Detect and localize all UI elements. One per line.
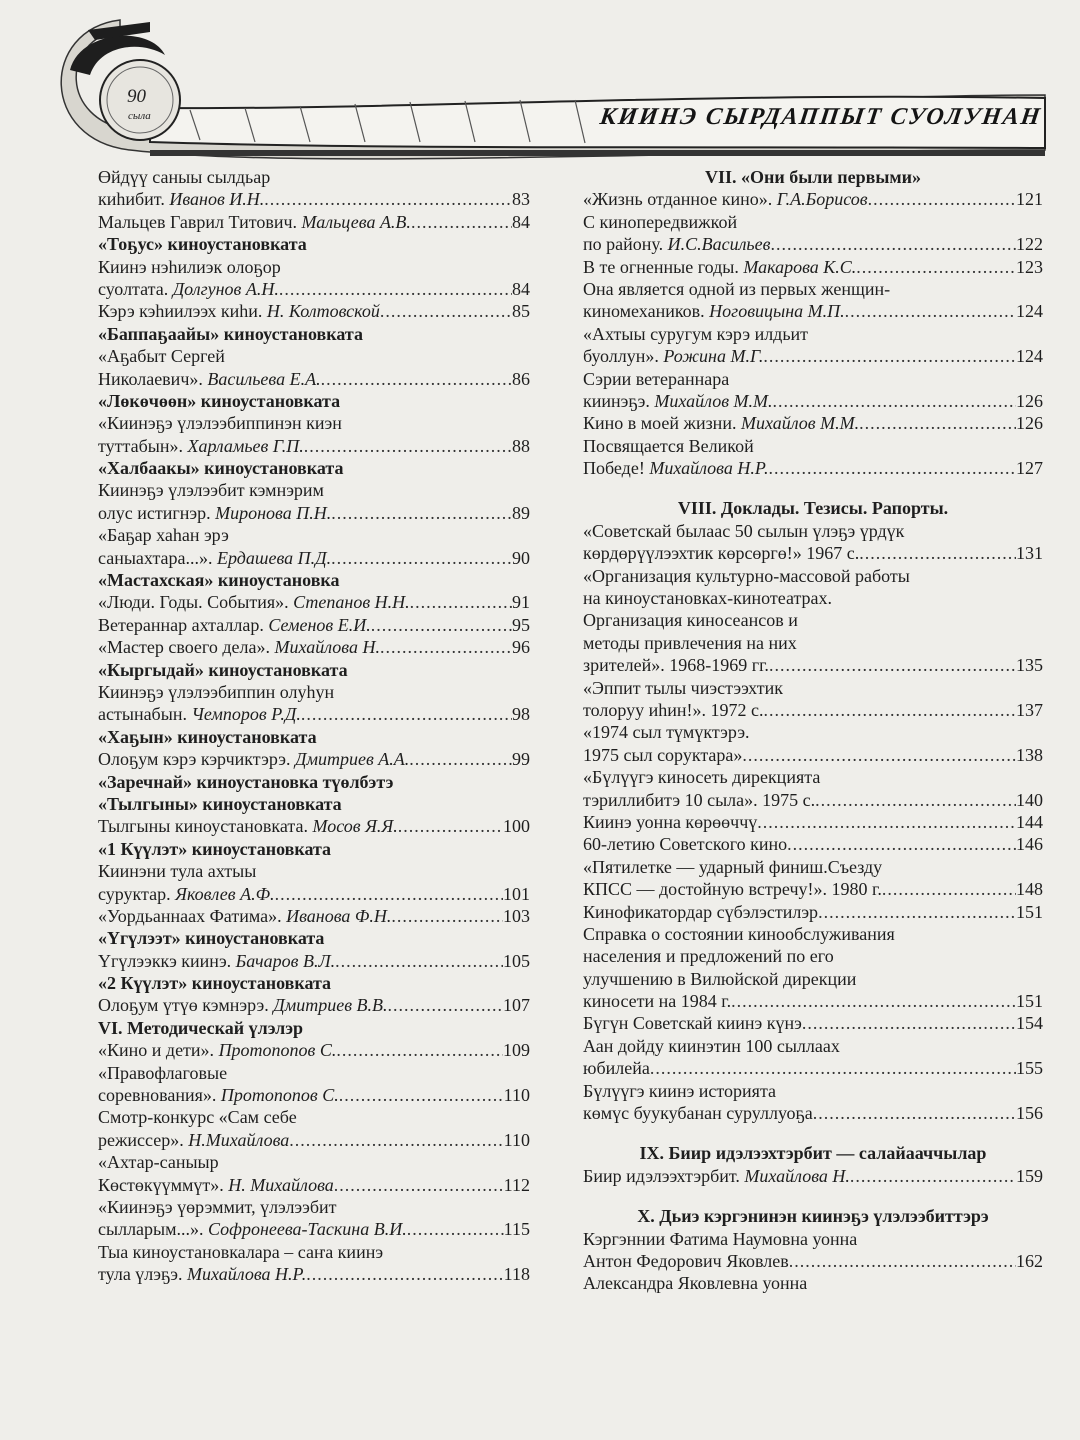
dot-leader bbox=[321, 368, 512, 390]
toc-entry bbox=[583, 878, 1043, 900]
toc-entry-author: Дмитриев А.А. bbox=[295, 749, 410, 770]
toc-entry-page: 123 bbox=[1016, 256, 1043, 277]
toc-entry-title: «Уордьаннаах Фатима». Иванова Ф.Н. bbox=[98, 905, 392, 926]
toc-entry-author: Иванова Ф.Н. bbox=[286, 905, 392, 926]
toc-entry-page: 162 bbox=[1016, 1250, 1043, 1271]
toc-entry-title: көрдөрүүлээхтик көрсөргө!» 1967 с. bbox=[583, 543, 860, 564]
toc-entry-author: Г.А.Борисов bbox=[776, 189, 868, 210]
toc-entry-title: зрителей». 1968-1969 гг. bbox=[583, 655, 769, 676]
toc-entry bbox=[98, 1174, 530, 1196]
toc-entry-page: 90 bbox=[512, 547, 530, 568]
toc-text-line: Смотр-конкурс «Сам себе bbox=[98, 1107, 297, 1128]
toc-entry-author: Миронова П.Н. bbox=[215, 502, 332, 523]
dot-leader bbox=[769, 654, 1016, 676]
toc-entry-title: астынабын. Чемпоров Р.Д. bbox=[98, 704, 301, 725]
toc-entry-page: 127 bbox=[1016, 458, 1043, 479]
toc-entry-title: олус истигнэр. Миронова П.Н. bbox=[98, 502, 332, 523]
dot-leader bbox=[789, 1250, 1016, 1272]
toc-text-line: С кинопередвижкой bbox=[583, 211, 738, 232]
dot-leader bbox=[275, 883, 503, 905]
toc-entry-page: 138 bbox=[1016, 744, 1043, 765]
toc-entry-page: 84 bbox=[512, 278, 530, 299]
toc-entry-author: Макарова К.С. bbox=[743, 256, 857, 277]
dot-leader bbox=[391, 905, 503, 927]
toc-text-line: Тыа киноустановкалара – саҥа киинэ bbox=[98, 1241, 384, 1262]
toc-entry-title: Киинэ уонна көрөөччү bbox=[583, 811, 758, 832]
toc-entry-author: Васильева Е.А. bbox=[207, 368, 321, 389]
toc-entry-author: И.С.Васильев bbox=[667, 234, 771, 255]
toc-text-line: населения и предложений по его bbox=[583, 946, 834, 967]
toc-entry-author: Рожина М.Г. bbox=[663, 346, 764, 367]
toc-entry-page: 140 bbox=[1016, 789, 1043, 810]
toc-entry-page: 155 bbox=[1016, 1058, 1043, 1079]
subsection-heading: «1 Күүлэт» киноустановката bbox=[98, 838, 332, 859]
toc-entry bbox=[583, 390, 1043, 412]
toc-entry bbox=[583, 1250, 1043, 1272]
dot-leader bbox=[815, 789, 1016, 811]
toc-text-line: «Аҕабыт Сергей bbox=[98, 346, 225, 367]
section-heading: X. Дьиэ кэргэнинэн киинэҕэ үлэлээбиттэрэ bbox=[637, 1206, 989, 1227]
toc-entry-page: 95 bbox=[512, 614, 530, 635]
toc-text-line: Аан дойду киинэтин 100 сыллаах bbox=[583, 1035, 840, 1056]
subsection-heading: «Лөкөчөөн» киноустановката bbox=[98, 390, 341, 411]
dot-leader bbox=[813, 1102, 1016, 1124]
toc-text-line: «Советскай былаас 50 сылын үлэҕэ үрдүк bbox=[583, 520, 905, 541]
toc-entry-author: Н. Михайлова bbox=[228, 1174, 334, 1195]
toc-entry-title: киинэҕэ. Михайлов М.М. bbox=[583, 390, 773, 411]
toc-text-line: «Ахтыы суругум кэрэ илдьит bbox=[583, 323, 809, 344]
page-title: КИИНЭ СЫРДАППЫТ СУОЛУНАН bbox=[598, 104, 1044, 130]
toc-entry-title: Үгүлээккэ киинэ. Бачаров В.Л. bbox=[98, 950, 336, 971]
toc-entry-page: 115 bbox=[503, 1219, 530, 1240]
subsection-heading: «Кыргыдай» киноустановката bbox=[98, 659, 348, 680]
toc-entry bbox=[583, 457, 1043, 479]
toc-entry-page: 124 bbox=[1016, 301, 1043, 322]
toc-entry bbox=[98, 815, 530, 837]
toc-entry-title: юбилейа bbox=[583, 1058, 650, 1079]
toc-text-line: «Организация культурно-массовой работы bbox=[583, 565, 910, 586]
toc-text-line: «1974 сыл түмүктэрэ. bbox=[583, 722, 750, 743]
toc-entry-page: 121 bbox=[1016, 189, 1043, 210]
toc-text-line: «Эппит тылы чиэстээхтик bbox=[583, 677, 783, 698]
toc-text-line: Посвящается Великой bbox=[583, 435, 754, 456]
toc-entry bbox=[583, 1165, 1043, 1187]
toc-entry bbox=[98, 1263, 530, 1285]
dot-leader bbox=[859, 412, 1016, 434]
toc-entry-title: «Кино и дети». Протопопов С. bbox=[98, 1040, 337, 1061]
toc-entry-page: 89 bbox=[512, 502, 530, 523]
toc-entry-page: 144 bbox=[1016, 811, 1043, 832]
toc-entry-page: 124 bbox=[1016, 346, 1043, 367]
toc-entry bbox=[583, 833, 1043, 855]
toc-entry-title: Кинофикатордар сүбэлэстилэр bbox=[583, 901, 819, 922]
toc-entry bbox=[98, 636, 530, 658]
toc-entry-title: 60-летию Советского кино bbox=[583, 834, 788, 855]
film-strip-banner bbox=[0, 0, 1080, 170]
dot-leader bbox=[331, 502, 512, 524]
dot-leader bbox=[731, 990, 1016, 1012]
toc-entry-title: Кино в моей жизни. Михайлов М.М. bbox=[583, 413, 860, 434]
toc-entry bbox=[98, 1129, 530, 1151]
dot-leader bbox=[757, 811, 1016, 833]
toc-entry-author: Михайлов М.М. bbox=[740, 413, 860, 434]
toc-entry-author: Долгунов А.Н. bbox=[172, 278, 279, 299]
dot-leader bbox=[304, 435, 512, 457]
toc-entry bbox=[583, 744, 1043, 766]
anniversary-badge-number: 90 bbox=[127, 86, 146, 107]
toc-text-line: Киинэ нэһилиэк олоҕор bbox=[98, 256, 281, 277]
dot-leader bbox=[802, 1012, 1016, 1034]
toc-entry-page: 98 bbox=[512, 704, 530, 725]
toc-entry-title: туттабын». Харламьев Г.П. bbox=[98, 435, 304, 456]
dot-leader bbox=[763, 345, 1016, 367]
toc-entry bbox=[583, 1012, 1043, 1034]
toc-entry-page: 126 bbox=[1016, 390, 1043, 411]
toc-column-right bbox=[583, 166, 1043, 1295]
toc-entry-author: Протопопов С. bbox=[218, 1040, 337, 1061]
toc-entry-page: 109 bbox=[503, 1040, 530, 1061]
toc-entry-page: 91 bbox=[512, 592, 530, 613]
toc-entry-page: 148 bbox=[1016, 879, 1043, 900]
subsection-heading: «Тоҕус» киноустановката bbox=[98, 234, 307, 255]
subsection-heading: «Үгүлээт» киноустановката bbox=[98, 928, 325, 949]
toc-entry-title: Бүгүн Советскай киинэ күнэ bbox=[583, 1013, 802, 1034]
toc-entry-page: 110 bbox=[503, 1129, 530, 1150]
toc-entry bbox=[583, 256, 1043, 278]
subsection-heading: «Заречнай» киноустановка түөлбэтэ bbox=[98, 771, 394, 792]
dot-leader bbox=[339, 1084, 504, 1106]
section-heading: VIII. Доклады. Тезисы. Рапорты. bbox=[677, 498, 949, 519]
dot-leader bbox=[859, 542, 1016, 564]
toc-entry-author: Харламьев Г.П. bbox=[187, 435, 304, 456]
dot-leader bbox=[335, 950, 503, 972]
toc-entry-page: 96 bbox=[512, 637, 530, 658]
dot-leader bbox=[411, 211, 512, 233]
toc-entry-title: Олоҕум кэрэ кэрчиктэрэ. Дмитриев А.А. bbox=[98, 749, 410, 770]
dot-leader bbox=[764, 699, 1016, 721]
toc-text-line: «Правофлаговые bbox=[98, 1062, 228, 1083]
toc-entry-title: Көстөкүүммүт». Н. Михайлова bbox=[98, 1174, 334, 1195]
dot-leader bbox=[301, 703, 512, 725]
dot-leader bbox=[773, 390, 1017, 412]
toc-entry-page: 151 bbox=[1016, 901, 1043, 922]
subsection-heading: «Баппаҕаайы» киноустановката bbox=[98, 323, 363, 344]
toc-entry-page: 118 bbox=[503, 1264, 530, 1285]
toc-text-line: Кэргэннии Фатима Наумовна уонна bbox=[583, 1228, 858, 1249]
toc-entry-author: Ердашева П.Д. bbox=[217, 547, 332, 568]
subsection-heading: «Халбаакы» киноустановката bbox=[98, 458, 344, 479]
toc-entry bbox=[583, 233, 1043, 255]
toc-entry-page: 83 bbox=[512, 189, 530, 210]
toc-text-line: на киноустановках-кинотеатрах. bbox=[583, 588, 833, 609]
toc-entry bbox=[98, 994, 530, 1016]
toc-entry-title: Ветераннар ахталлар. Семенов Е.И. bbox=[98, 614, 371, 635]
toc-entry bbox=[583, 699, 1043, 721]
toc-entry bbox=[98, 300, 530, 322]
toc-entry bbox=[583, 901, 1043, 923]
toc-entry bbox=[98, 278, 530, 300]
toc-entry bbox=[98, 703, 530, 725]
section-spacer bbox=[583, 479, 1043, 497]
toc-entry-page: 101 bbox=[503, 883, 530, 904]
toc-entry bbox=[583, 1102, 1043, 1124]
toc-entry-title: «Люди. Годы. События». Степанов Н.Н. bbox=[98, 592, 410, 613]
toc-entry-author: Михайлова Н.Р. bbox=[649, 458, 769, 479]
toc-entry-author: Софронеева-Таскина В.И. bbox=[208, 1219, 407, 1240]
toc-entry bbox=[98, 883, 530, 905]
dot-leader bbox=[845, 300, 1016, 322]
toc-entry-page: 112 bbox=[503, 1174, 530, 1195]
toc-text-line: улучшению в Вилюйской дирекции bbox=[583, 968, 857, 989]
subsection-heading: «Тылгыны» киноустановката bbox=[98, 793, 342, 814]
dot-leader bbox=[334, 1174, 504, 1196]
toc-entry-title: Победе! Михайлова Н.Р. bbox=[583, 458, 769, 479]
toc-entry-title: толоруу иһин!». 1972 с. bbox=[583, 699, 764, 720]
toc-entry-title: соревнования». Протопопов С. bbox=[98, 1085, 339, 1106]
toc-entry-author: Степанов Н.Н. bbox=[293, 592, 410, 613]
dot-leader bbox=[306, 1263, 503, 1285]
dot-leader bbox=[856, 256, 1016, 278]
toc-entry-author: Мальцева А.В. bbox=[301, 211, 411, 232]
dot-leader bbox=[410, 591, 512, 613]
toc-entry bbox=[98, 1218, 530, 1240]
toc-entry-title: Николаевич». Васильева Е.А. bbox=[98, 368, 321, 389]
toc-entry-title: Биир идэлээхтэрбит. Михайлова Н. bbox=[583, 1165, 850, 1186]
dot-leader bbox=[409, 748, 512, 770]
toc-entry-author: Н.Михайлова bbox=[188, 1129, 290, 1150]
toc-entry-author: Н. Колтовской bbox=[266, 301, 380, 322]
toc-entry bbox=[98, 591, 530, 613]
toc-entry-title: киномехаников. Ноговицына М.П. bbox=[583, 301, 845, 322]
toc-entry-author: Иванов И.Н. bbox=[169, 189, 265, 210]
toc-entry bbox=[583, 789, 1043, 811]
toc-entry-page: 156 bbox=[1016, 1103, 1043, 1124]
toc-entry bbox=[583, 300, 1043, 322]
toc-entry-title: Кэрэ кэһиилээх киһи. Н. Колтовской bbox=[98, 301, 380, 322]
toc-text-line: Киинэни тула ахтыы bbox=[98, 861, 257, 882]
dot-leader bbox=[850, 1165, 1016, 1187]
dot-leader bbox=[398, 815, 503, 837]
toc-entry bbox=[98, 1039, 530, 1061]
toc-text-line: «Пятилетке — ударный финиш.Съезду bbox=[583, 856, 883, 877]
toc-entry bbox=[98, 614, 530, 636]
toc-entry-title: киносети на 1984 г. bbox=[583, 991, 732, 1012]
toc-column-left bbox=[98, 166, 530, 1286]
toc-entry-title: саныахтара...». Ердашева П.Д. bbox=[98, 547, 332, 568]
toc-entry-page: 122 bbox=[1016, 234, 1043, 255]
toc-entry-title: КПСС — достойную встречу!». 1980 г. bbox=[583, 879, 882, 900]
toc-entry-page: 154 bbox=[1016, 1013, 1043, 1034]
toc-entry-author: Михайлова Н. bbox=[744, 1165, 850, 1186]
toc-entry bbox=[98, 502, 530, 524]
section-spacer bbox=[583, 1124, 1043, 1142]
toc-entry-page: 107 bbox=[503, 995, 530, 1016]
section-spacer bbox=[583, 1187, 1043, 1205]
toc-entry-author: Михайлова Н.Р. bbox=[187, 1264, 307, 1285]
toc-entry bbox=[98, 748, 530, 770]
toc-entry bbox=[98, 547, 530, 569]
toc-entry bbox=[583, 188, 1043, 210]
toc-entry bbox=[583, 542, 1043, 564]
toc-entry-title: сылларым...». Софронеева-Таскина В.И. bbox=[98, 1219, 407, 1240]
toc-entry-title: 1975 сыл соруктара» bbox=[583, 744, 743, 765]
toc-entry-page: 110 bbox=[503, 1085, 530, 1106]
toc-text-line: «Киинэҕэ үөрэммит, үлэлээбит bbox=[98, 1196, 337, 1217]
toc-text-line: «Киинэҕэ үлэлээбиппинэн киэн bbox=[98, 413, 342, 434]
toc-text-line: «Баҕар хаһан эрэ bbox=[98, 525, 229, 546]
toc-text-line: «Бүлүүгэ киносеть дирекцията bbox=[583, 767, 821, 788]
dot-leader bbox=[650, 1057, 1016, 1079]
toc-entry-title: көмүс буукубанан суруллуоҕа bbox=[583, 1103, 813, 1124]
toc-text-line: Бүлүүгэ киинэ историята bbox=[583, 1080, 777, 1101]
toc-entry-page: 151 bbox=[1016, 991, 1043, 1012]
dot-leader bbox=[882, 878, 1016, 900]
toc-entry-page: 85 bbox=[512, 301, 530, 322]
dot-leader bbox=[407, 1218, 504, 1240]
toc-entry-title: В те огненные годы. Макарова К.С. bbox=[583, 256, 857, 277]
subsection-heading: «Хаҕын» киноустановката bbox=[98, 726, 317, 747]
toc-text-line: Киинэҕэ үлэлээбиппин олуһун bbox=[98, 681, 335, 702]
toc-entry-page: 105 bbox=[503, 950, 530, 971]
toc-entry-page: 100 bbox=[503, 816, 530, 837]
dot-leader bbox=[388, 994, 503, 1016]
toc-entry-page: 135 bbox=[1016, 655, 1043, 676]
toc-text-line: Сэрии ветераннара bbox=[583, 368, 730, 389]
toc-entry bbox=[98, 211, 530, 233]
toc-entry-author: Ноговицына М.П. bbox=[709, 301, 845, 322]
toc-entry-page: 86 bbox=[512, 368, 530, 389]
dot-leader bbox=[371, 614, 512, 636]
toc-entry-title: по району. И.С.Васильев bbox=[583, 234, 771, 255]
toc-entry bbox=[98, 905, 530, 927]
toc-text-line: Она является одной из первых женщин- bbox=[583, 278, 891, 299]
toc-entry-page: 84 bbox=[512, 211, 530, 232]
toc-entry-author: Мосов Я.Я. bbox=[312, 816, 398, 837]
toc-entry-title: суруктар. Яковлев А.Ф. bbox=[98, 883, 275, 904]
toc-entry-author: Чемпоров Р.Д. bbox=[191, 704, 301, 725]
dot-leader bbox=[868, 188, 1016, 210]
toc-text-line: Өйдүү саныы сылдьар bbox=[98, 167, 271, 187]
toc-entry-title: тула үлэҕэ. Михайлова Н.Р. bbox=[98, 1264, 307, 1285]
toc-entry-title: Тылгыны киноустановката. Мосов Я.Я. bbox=[98, 816, 398, 837]
subsection-heading: «Мастахская» киноустановка bbox=[98, 570, 340, 591]
toc-entry-page: 159 bbox=[1016, 1165, 1043, 1186]
toc-entry bbox=[583, 345, 1043, 367]
toc-entry-author: Семенов Е.И. bbox=[268, 614, 371, 635]
subsection-heading: «2 Күүлэт» киноустановката bbox=[98, 973, 332, 994]
toc-text-line: Организация киносеансов и bbox=[583, 610, 798, 631]
toc-text-line: «Ахтар-саныыр bbox=[98, 1152, 219, 1173]
toc-entry bbox=[98, 950, 530, 972]
toc-entry bbox=[583, 811, 1043, 833]
toc-entry-title: киһибит. Иванов И.Н. bbox=[98, 189, 265, 210]
toc-entry-page: 126 bbox=[1016, 413, 1043, 434]
toc-entry-page: 146 bbox=[1016, 834, 1043, 855]
dot-leader bbox=[279, 278, 512, 300]
toc-entry bbox=[583, 1057, 1043, 1079]
toc-entry-author: Михайлова Н. bbox=[274, 637, 380, 658]
toc-entry-page: 103 bbox=[503, 905, 530, 926]
section-heading: IX. Биир идэлээхтэрбит — салайааччылар bbox=[639, 1143, 987, 1164]
dot-leader bbox=[818, 901, 1016, 923]
dot-leader bbox=[770, 233, 1016, 255]
toc-entry-title: Антон Федорович Яковлев bbox=[583, 1250, 789, 1271]
subsection-heading: VI. Методическай үлэлэр bbox=[98, 1017, 304, 1038]
toc-entry-title: режиссер». Н.Михайлова bbox=[98, 1129, 290, 1150]
toc-entry-title: «Мастер своего дела». Михайлова Н. bbox=[98, 637, 380, 658]
dot-leader bbox=[380, 300, 512, 322]
toc-entry-title: Олоҕум үтүө кэмнэрэ. Дмитриев В.В. bbox=[98, 995, 388, 1016]
toc-entry-title: «Жизнь отданное кино». Г.А.Борисов bbox=[583, 189, 868, 210]
toc-entry bbox=[98, 1084, 530, 1106]
toc-entry bbox=[583, 654, 1043, 676]
toc-entry-page: 131 bbox=[1016, 543, 1043, 564]
toc-entry-author: Протопопов С. bbox=[220, 1085, 339, 1106]
dot-leader bbox=[742, 744, 1016, 766]
toc-entry-page: 99 bbox=[512, 749, 530, 770]
toc-text-line: Александра Яковлевна уонна bbox=[583, 1273, 808, 1294]
toc-entry bbox=[98, 368, 530, 390]
toc-text-line: Справка о состоянии кинообслуживания bbox=[583, 923, 895, 944]
anniversary-badge-label: сыла bbox=[128, 110, 151, 122]
toc-entry-author: Михайлов М.М. bbox=[654, 390, 773, 411]
dot-leader bbox=[380, 636, 512, 658]
toc-entry-page: 88 bbox=[512, 435, 530, 456]
dot-leader bbox=[289, 1129, 503, 1151]
dot-leader bbox=[769, 457, 1016, 479]
section-heading: VII. «Они были первыми» bbox=[704, 167, 922, 187]
dot-leader bbox=[264, 188, 512, 210]
toc-entry-title: Мальцев Гаврил Титович. Мальцева А.В. bbox=[98, 211, 411, 232]
dot-leader bbox=[336, 1039, 503, 1061]
toc-entry bbox=[98, 188, 530, 210]
toc-entry bbox=[98, 435, 530, 457]
toc-entry-author: Дмитриев В.В. bbox=[273, 995, 388, 1016]
dot-leader bbox=[331, 547, 512, 569]
toc-entry bbox=[583, 990, 1043, 1012]
dot-leader bbox=[787, 833, 1016, 855]
toc-entry bbox=[583, 412, 1043, 434]
page-header bbox=[0, 0, 1080, 170]
toc-entry-page: 137 bbox=[1016, 699, 1043, 720]
toc-entry-author: Бачаров В.Л. bbox=[235, 950, 336, 971]
toc-text-line: Киинэҕэ үлэлээбит кэмнэрим bbox=[98, 480, 324, 501]
toc-entry-title: буоллун». Рожина М.Г. bbox=[583, 346, 764, 367]
toc-entry-author: Яковлев А.Ф. bbox=[175, 883, 275, 904]
toc-entry-title: суолтата. Долгунов А.Н. bbox=[98, 278, 279, 299]
toc-entry-title: тэриллибитэ 10 сыла». 1975 с. bbox=[583, 789, 816, 810]
toc-text-line: методы привлечения на них bbox=[583, 632, 797, 653]
